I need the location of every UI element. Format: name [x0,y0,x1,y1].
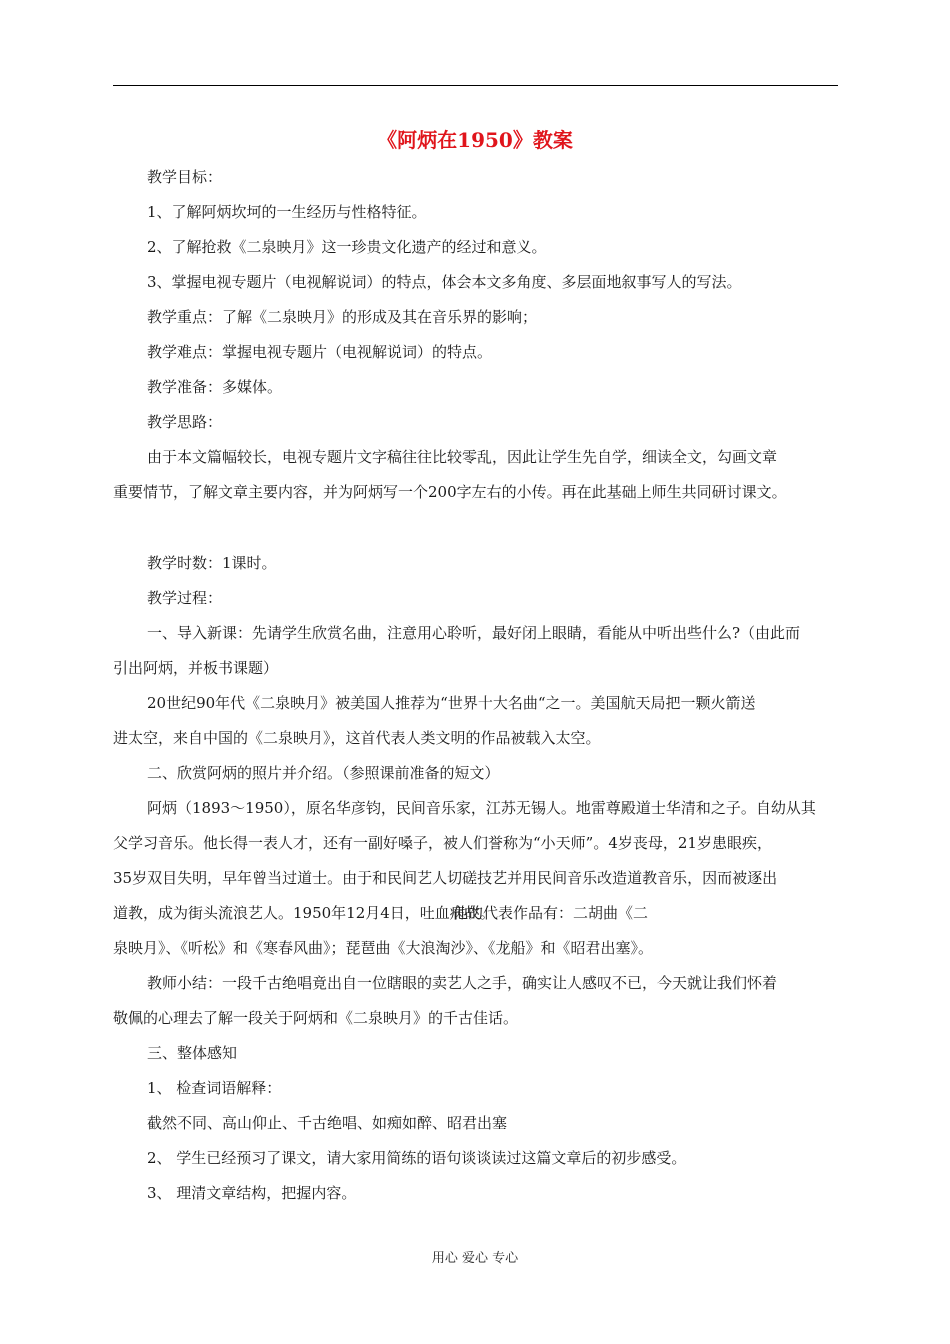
vocabulary: 截然不同、高山仰止、千古绝唱、如痴如醉、昭君出塞 [147,1114,508,1132]
bio-line-3: 35岁双目失明，早年曾当过道士。由于和民间艺人切磋技艺并用民间音乐改造道教音乐，因而被逐出 [113,869,778,887]
section-heading-overall: 三、整体感知 [147,1044,238,1062]
summary-line-1: 教师小结：一段千古绝唱竟出自一位瞎眼的卖艺人之手，确实让人感叹不已，今天就让我们怀着 [147,974,778,992]
key-point: 教学重点：了解《二泉映月》的形成及其在音乐界的影响； [147,308,538,326]
intro-line-2: 引出阿炳，并板书课题） [113,659,279,677]
section-heading-objectives: 教学目标： [147,168,223,186]
section-heading-approach: 教学思路： [147,413,223,431]
bio-line-4-text: 道教，成为街头流浪艺人。1950年12月4日，吐血病故。 [113,904,495,922]
approach-line-2: 重要情节，了解文章主要内容，并为阿炳写一个200字左右的小传。再在此基础上师生共同研讨课文。 [113,483,787,501]
intro-line-3: 20世纪90年代《二泉映月》被美国人推荐为“世界十大名曲“之一。美国航天局把一颗火箭送 [147,694,756,712]
bio-line-2: 父学习音乐。他长得一表人才，还有一副好嗓子，被人们誉称为“小天师”。4岁丧母，21岁患眼疾， [113,834,772,852]
document-body [113,160,840,1211]
task-1: 1、 检查词语解释： [147,1079,282,1097]
objective-2: 2、了解抢救《二泉映月》这一珍贵文化遗产的经过和意义。 [147,238,547,256]
blank-line [113,510,840,546]
bio-line-4 [113,896,840,931]
header-rule [113,85,838,86]
difficult-point: 教学难点：掌握电视专题片（电视解说词）的特点。 [147,343,493,361]
bio-line-1: 阿炳（1893～1950），原名华彦钧，民间音乐家，江苏无锡人。地雷尊殿道士华清和之子。自幼从其 [147,799,816,817]
bio-line-5: 泉映月》、《听松》和《寒春风曲》；琵琶曲《大浪淘沙》、《龙船》和《昭君出塞》。 [113,939,654,957]
task-3: 3、 理清文章结构，把握内容。 [147,1184,357,1202]
approach-line-1: 由于本文篇幅较长，电视专题片文字稿往往比较零乱，因此让学生先自学，细读全文，勾画文章 [147,448,778,466]
class-hours: 教学时数：1课时。 [147,554,277,572]
section-heading-photo: 二、欣赏阿炳的照片并介绍。（参照课前准备的短文） [147,764,500,782]
intro-line-1: 一、导入新课：先请学生欣赏名曲，注意用心聆听，最好闭上眼睛，看能从中听出些什么?（由此而 [147,624,801,642]
objective-3: 3、掌握电视专题片（电视解说词）的特点，体会本文多角度、多层面地叙事写人的写法。 [147,273,742,291]
page-footer: 用心 爱心 专心 [431,1251,519,1266]
document-title: 《阿炳在1950》教案 [377,128,573,152]
objective-1: 1、了解阿炳坎坷的一生经历与性格特征。 [147,203,427,221]
intro-line-4: 进太空，来自中国的《二泉映月》，这首代表人类文明的作品被载入太空。 [113,729,601,747]
bio-line-4-works: 他的代表作品有：二胡曲《二 [453,904,649,922]
task-2: 2、 学生已经预习了课文，请大家用简练的语句谈谈读过这篇文章后的初步感受。 [147,1149,687,1167]
section-heading-process: 教学过程： [147,589,223,607]
preparation: 教学准备：多媒体。 [147,378,283,396]
summary-line-2: 敬佩的心理去了解一段关于阿炳和《二泉映月》的千古佳话。 [113,1009,519,1027]
